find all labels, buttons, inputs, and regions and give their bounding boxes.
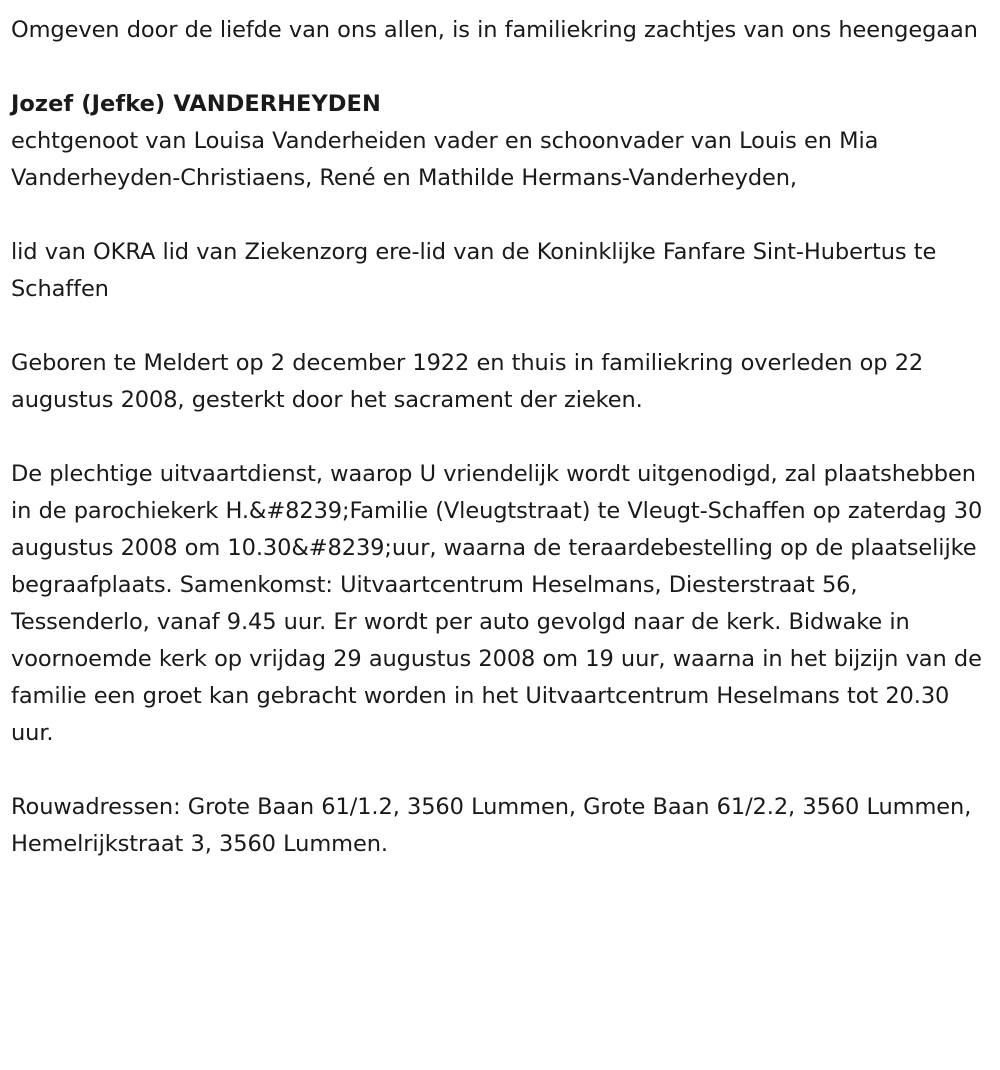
deceased-name: Jozef (Jefke) VANDERHEYDEN xyxy=(11,91,381,117)
paragraph-memberships: lid van OKRA lid van Ziekenzorg ere-lid van de Koninklijke Fanfare Sint-Hubertus te Schaffen xyxy=(11,239,937,302)
paragraph-mourning-addresses: Rouwadressen: Grote Baan 61/1.2, 3560 Lummen, Grote Baan 61/2.2, 3560 Lummen, Hemelrijkstraat 3, 3560 Lummen. xyxy=(11,794,972,857)
paragraph-birth-death: Geboren te Meldert op 2 december 1922 en thuis in familiekring overleden op 22 augustus 2008, gesterkt door het sacrament der zieken. xyxy=(11,350,924,413)
paragraph-intro: Omgeven door de liefde van ons allen, is in familiekring zachtjes van ons heengegaan xyxy=(11,17,978,43)
paragraph-funeral-details: De plechtige uitvaartdienst, waarop U vriendelijk wordt uitgenodigd, zal plaatshebben in de parochiekerk H.&#8239;Familie (Vleugtstraat) te Vleugt-Schaffen op zaterdag 30 augustus 2008 om 10.30&#8239;uur, waarna de teraardebestelling op de plaatselijke begraafplaats. Samenkomst: Uitvaartcentrum Heselmans, Diesterstraat 56, Tessenderlo, vanaf 9.45 uur. Er wordt per auto gevolgd naar de kerk. Bidwake in voornoemde kerk op vrijdag 29 augustus 2008 om 19 uur, waarna in het bijzijn van de familie een groet kan gebracht worden in het Uitvaartcentrum Heselmans tot 20.30 uur. xyxy=(11,461,983,746)
paragraph-family-relations: echtgenoot van Louisa Vanderheiden vader en schoonvader van Louis en Mia Vanderheyden-Christiaens, René en Mathilde Hermans-Vanderheyden, xyxy=(11,128,879,191)
